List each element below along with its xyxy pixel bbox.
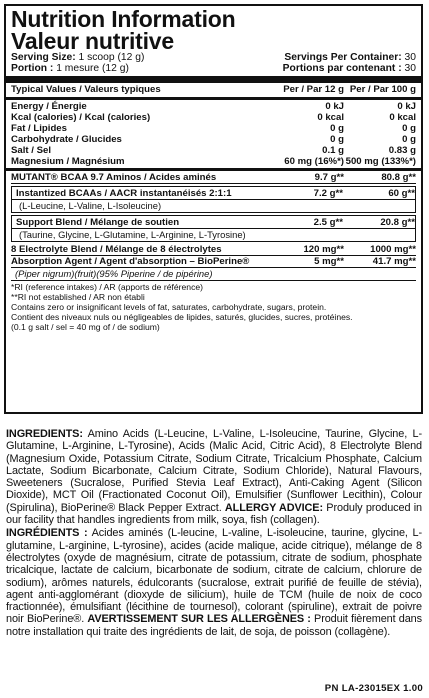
instantized-box bbox=[11, 186, 416, 213]
nutrient-row: Energy / Énergie 0 kJ 0 kJ bbox=[11, 101, 416, 112]
thick-divider bbox=[6, 76, 421, 83]
electrolyte-row: 8 Electrolyte Blend / Mélange de 8 électrolytes 120 mg** 1000 mg** bbox=[11, 244, 416, 255]
portion-value: 1 mesure (12 g) bbox=[56, 63, 129, 74]
nutrient-row: Fat / Lipides 0 g 0 g bbox=[11, 123, 416, 134]
section-divider bbox=[6, 168, 421, 171]
footnote: Contains zero or insignificant levels of fat, saturates, carbohydrate, sugars, protein. bbox=[11, 302, 327, 312]
header-per-100: Per / Par 100 g bbox=[349, 84, 416, 95]
serving-row-fr bbox=[11, 63, 416, 74]
serving-size-value: 1 scoop (12 g) bbox=[78, 52, 145, 63]
portions-per-container-value: 30 bbox=[404, 63, 416, 74]
allergy-label-en: ALLERGY ADVICE: bbox=[224, 501, 324, 514]
absorption-row: Absorption Agent / Agent d'absorption – BioPerine® 5 mg** 41.7 mg** bbox=[11, 256, 416, 267]
allergy-text-en: Produly produced in our facility that handles ingredients from milk, soya, fish (collagen). bbox=[6, 501, 422, 527]
allergy-label-fr: AVERTISSEMENT SUR LES ALLERGÈNES : bbox=[87, 613, 311, 626]
header-typical: Typical Values / Valeurs typiques bbox=[11, 84, 161, 95]
serving-row-en bbox=[11, 52, 416, 63]
column-header bbox=[11, 84, 416, 96]
support-sub: (Taurine, Glycine, L-Glutamine, L-Arginine, L-Tyrosine) bbox=[19, 229, 246, 240]
portion-label: Portion : bbox=[11, 63, 54, 74]
support-box bbox=[11, 215, 416, 242]
ingredients-section bbox=[6, 428, 422, 639]
ingredients-label-en: INGREDIENTS: bbox=[6, 428, 83, 440]
bcaa-row: MUTANT® BCAA 9.7 Aminos / Acides aminés 9.7 g** 80.8 g** bbox=[11, 172, 416, 183]
header-per-serving: Per / Par 12 g bbox=[283, 84, 344, 95]
nutrient-row: Salt / Sel 0.1 g 0.83 g bbox=[11, 145, 416, 156]
footnote: Contient des niveaux nuls ou négligeables de lipides, saturés, glucides, sucres, protéines. bbox=[11, 312, 353, 322]
footnote: *RI (reference intakes) / AR (apports de référence) bbox=[11, 282, 204, 292]
header-divider bbox=[6, 97, 421, 100]
ingredients-fr bbox=[6, 527, 422, 638]
title-en: Nutrition Information bbox=[11, 6, 236, 32]
allergy-text-fr: Produit fièrement dans notre installation qui traite des ingrédients de lait, de soja, de poisson (collagène). bbox=[6, 613, 422, 638]
nutrient-list bbox=[11, 101, 416, 167]
nutrient-row: Kcal (calories) / Kcal (calories) 0 kcal 0 kcal bbox=[11, 112, 416, 123]
ingredients-en bbox=[6, 428, 422, 526]
support-row: Support Blend / Mélange de soutien 2.5 g** 20.8 g** bbox=[12, 217, 415, 229]
ingredients-label-fr: INGRÉDIENTS : bbox=[6, 527, 88, 540]
serving-size-label: Serving Size: bbox=[11, 52, 76, 63]
servings-per-container-label: Servings Per Container: bbox=[284, 52, 402, 63]
title-fr: Valeur nutritive bbox=[11, 28, 174, 54]
ingredients-text-fr: Acides aminés (L-leucine, L-valine, L-isoleucine, taurine, glycine, L-glutamine, L-arginine, L-tyrosine), acides (acide malique, acide citrique), mélange de 8 électrolytes (oxyde de magnésium, citrate de potassium, citrate de sodium, phosphate tricalcique, lactate de calcium, bicarbonate de sodium, citrate de calcium, chlorure de sodium), arômes naturels, édulcorants (sucralose, extrait purifié de feuille de stévia), agent anti-agglomérant (dioxyde de silicium), huile de TCM (huile de noix de coco fractionnée), émulsifiant (lécithine de tournesol), colorant (spiruline), extrait de poivre noir BioPerine®. bbox=[6, 527, 423, 626]
part-number: PN LA-23015EX 1.00 bbox=[324, 683, 423, 694]
nutrition-panel bbox=[4, 4, 423, 414]
instantized-sub: (L-Leucine, L-Valine, L-Isoleucine) bbox=[19, 200, 162, 211]
footnote: (0.1 g salt / sel = 40 mg of / de sodium) bbox=[11, 322, 160, 332]
ingredients-text-en: Amino Acids (L-Leucine, L-Valine, L-Isoleucine, Taurine, Glycine, L-Glutamine, L-Arginine, L-Tyrosine), Acids (Malic Acid, Citric Acid), 8 Electrolyte Blend (Magnesium Oxide, Potassium Citrate, Sodium Citrate, Tricalcium Phosphate, Calcium Lactate, Sodium Bicarbonate, Calcium Citrate, Sodium Chloride), Natural Flavours, Sweeteners (Sucralose, Purified Stevia Leaf Extract), Anti-Caking Agent (Silicon Dioxide), MCT Oil (Fractionated Coconut Oil), Emulsifier (Sunflower Lecithin), Colour (Spirulina), BioPerine® Black Pepper Extract. bbox=[6, 428, 422, 514]
footnotes bbox=[11, 281, 416, 332]
footnote: **RI not established / AR non établi bbox=[11, 292, 145, 302]
servings-per-container-value: 30 bbox=[404, 52, 416, 63]
portions-per-container-label: Portions par contenant : bbox=[282, 63, 402, 74]
nutrient-row: Magnesium / Magnésium 60 mg (16%*) 500 mg (133%*) bbox=[11, 156, 416, 167]
instantized-row: Instantized BCAAs / AACR instantanéisés 2:1:1 7.2 g** 60 g** bbox=[12, 188, 415, 200]
nutrient-row: Carbohydrate / Glucides 0 g 0 g bbox=[11, 134, 416, 145]
absorption-sub: (Piper nigrum)(fruit)(95% Piperine / de pipérine) bbox=[11, 268, 416, 281]
